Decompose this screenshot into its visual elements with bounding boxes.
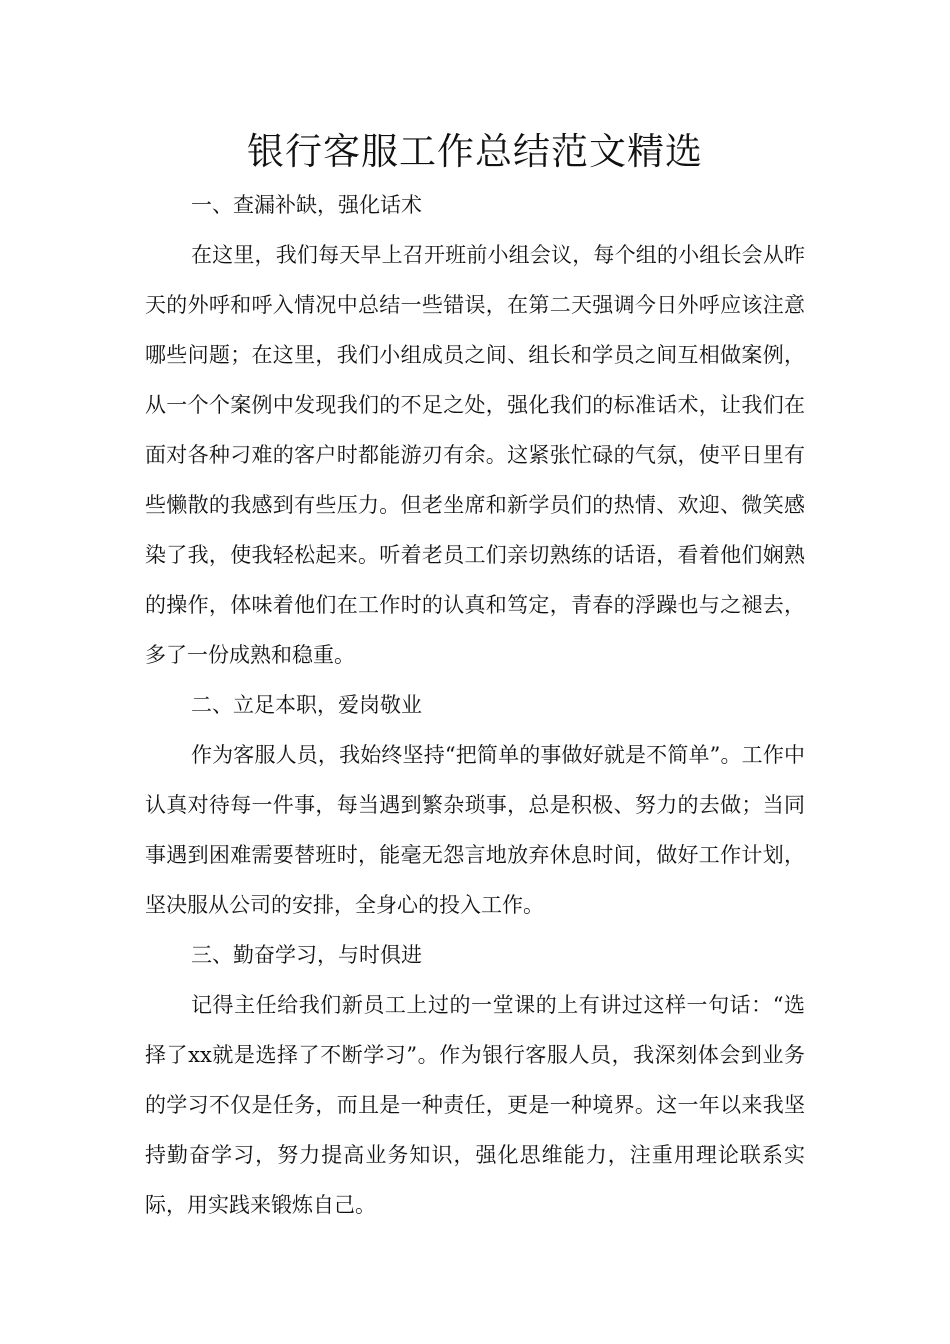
section-paragraph-3: 记得主任给我们新员工上过的一堂课的上有讲过这样一句话：“选择了xx就是选择了不断学习”。作为银行客服人员，我深刻体会到业务的学习不仅是任务，而且是一种责任，更是一种境界。这一年以来我坚持勤奋学习，努力提高业务知识，强化思维能力，注重用理论联系实际，用实践来锻炼自己。	[145, 993, 805, 1217]
document-body	[145, 180, 805, 1230]
section-paragraph-1: 在这里，我们每天早上召开班前小组会议，每个组的小组长会从昨天的外呼和呼入情况中总结一些错误，在第二天强调今日外呼应该注意哪些问题；在这里，我们小组成员之间、组长和学员之间互相做案例，从一个个案例中发现我们的不足之处，强化我们的标准话术，让我们在面对各种刁难的客户时都能游刃有余。这紧张忙碌的气氛，使平日里有些懒散的我感到有些压力。但老坐席和新学员们的热情、欢迎、微笑感染了我，使我轻松起来。听着老员工们亲切熟练的话语，看着他们娴熟的操作，体味着他们在工作时的认真和笃定，青春的浮躁也与之褪去，多了一份成熟和稳重。	[145, 243, 805, 667]
section-heading-1: 一、查漏补缺，强化话术	[191, 193, 422, 217]
section-paragraph-2: 作为客服人员，我始终坚持“把简单的事做好就是不简单”。工作中认真对待每一件事，每当遇到繁杂琐事，总是积极、努力的去做；当同事遇到困难需要替班时，能毫无怨言地放弃休息时间，做好工作计划，坚决服从公司的安排，全身心的投入工作。	[145, 743, 805, 917]
section-heading-3: 三、勤奋学习，与时俱进	[191, 943, 422, 967]
document-title: 银行客服工作总结范文精选	[247, 130, 703, 173]
section-heading-2: 二、立足本职，爱岗敬业	[191, 693, 422, 717]
